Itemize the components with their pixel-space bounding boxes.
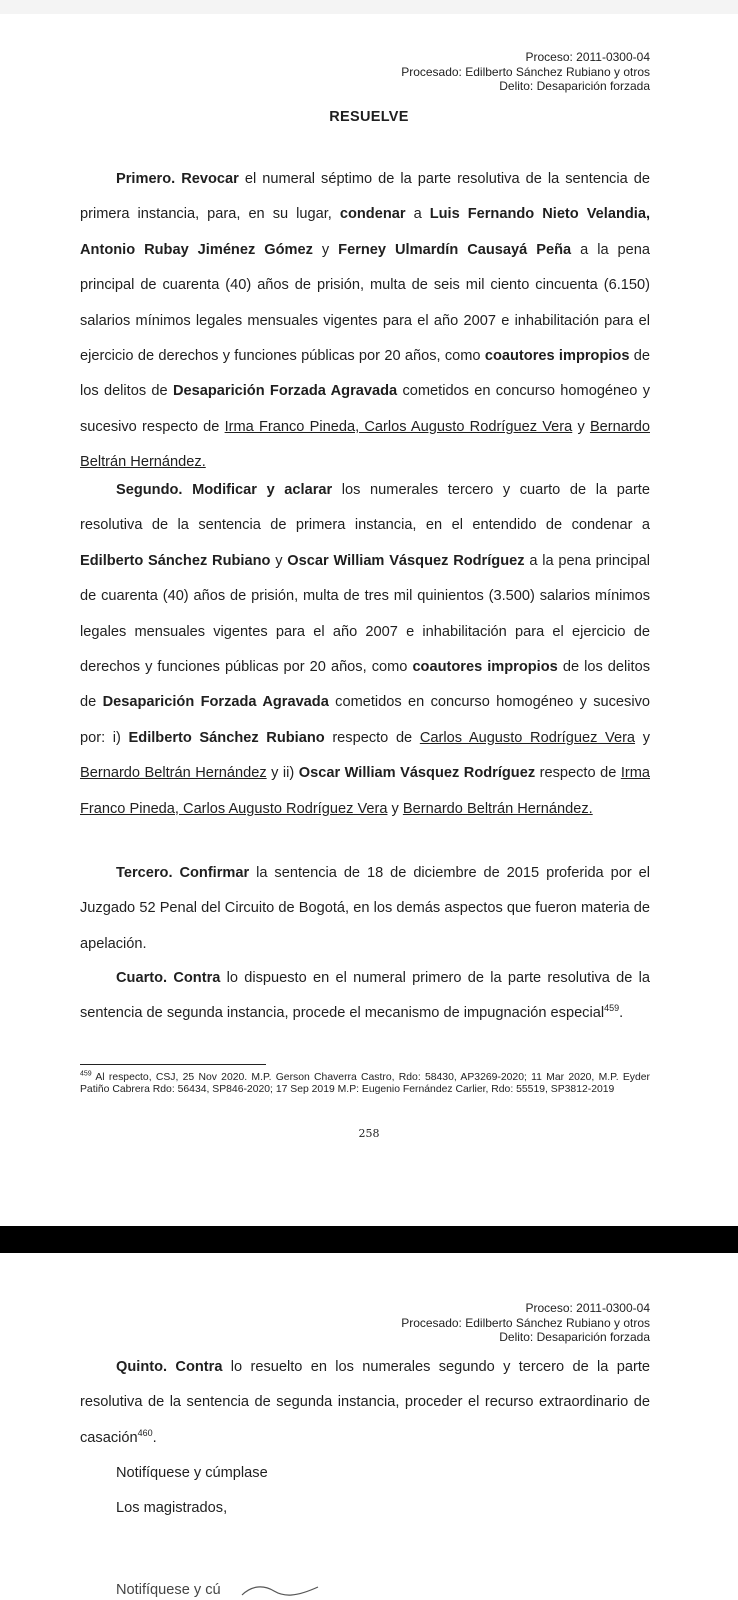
header-proceso-2: Proceso: 2011-0300-04 xyxy=(525,1301,650,1315)
segundo-text-2: y xyxy=(270,552,288,569)
quinto-text-2: . xyxy=(152,1429,157,1446)
document-page-259 xyxy=(0,1253,738,1600)
primero-names-1: Luis Fernando Nieto Velandia, Antonio Rubay Jiménez Gómez xyxy=(80,206,650,258)
primero-text-2: a xyxy=(405,206,430,223)
segundo-label: Segundo. xyxy=(116,482,183,498)
primero-text-3: y xyxy=(312,241,339,258)
quinto-text-1: lo resuelto en los numerales segundo y tercero de la parte resolutiva de la sentencia de segunda instancia, proceder el recurso extraordinario de casación xyxy=(80,1359,650,1446)
primero-text-4: a la pena principal de cuarenta (40) años de prisión, multa de seis mil ciento cincuenta (6.150) salarios mínimos legales mensuales vigentes para el año 2007 e inhabilitación para el ejercicio de derechos y funciones públicas por 20 años, como xyxy=(80,241,651,365)
footnote-text: Al respecto, CSJ, 25 Nov 2020. M.P. Gerson Chaverra Castro, Rdo: 58430, AP3269-2020; 11 Mar 2020, M.P. Eyder Patiño Cabrera Rdo: 56434, SP846-2020; 17 Sep 2019 M.P: Eugenio Fernández Carlier, Rdo: 55519, SP3812-2019 xyxy=(80,1072,650,1096)
segundo-text-9: respecto de xyxy=(535,765,621,782)
tercero-label: Tercero. xyxy=(116,865,173,881)
footnote-ref-459[interactable]: 459 xyxy=(604,1003,620,1014)
paragraph-tercero xyxy=(80,856,650,962)
quinto-label: Quinto. xyxy=(116,1359,168,1375)
segundo-coautores: coautores impropios xyxy=(412,659,558,676)
page-separator xyxy=(0,1226,738,1253)
cuarto-text-2: . xyxy=(619,1005,624,1022)
segundo-victims-2: Bernardo Beltrán Hernández xyxy=(80,765,267,782)
primero-victims-2: Bernardo Beltrán Hernández. xyxy=(80,418,650,471)
closing-notifiquese: Notifíquese y cúmplase xyxy=(116,1465,268,1481)
segundo-name-1: Edilberto Sánchez Rubiano xyxy=(80,552,271,569)
segundo-text-6: respecto de xyxy=(324,729,420,746)
primero-victims-1: Irma Franco Pineda, Carlos Augusto Rodríguez Vera xyxy=(224,418,573,435)
segundo-text-3: a la pena principal de cuarenta (40) años de prisión, multa de tres mil quinientos (3.500) salarios mínimos legales mensuales vigentes para el año 2007 e inhabilitación para el ejercicio de derechos y funciones públicas por 20 años, como xyxy=(80,552,650,676)
segundo-victims-4: Bernardo Beltrán Hernández. xyxy=(402,800,593,817)
paragraph-cuarto xyxy=(80,961,650,1032)
header-procesado-2: Procesado: Edilberto Sánchez Rubiano y otros xyxy=(401,1315,650,1330)
segundo-text-4: de los delitos de xyxy=(80,659,650,711)
cuarto-label: Cuarto. xyxy=(116,970,168,986)
closing-magistrados: Los magistrados, xyxy=(116,1500,228,1516)
footnote-divider xyxy=(80,1064,266,1065)
window-top-strip xyxy=(0,0,738,14)
header-procesado: Procesado: Edilberto Sánchez Rubiano y otros xyxy=(401,64,650,79)
page-header xyxy=(401,50,650,94)
primero-text-7: y xyxy=(572,418,590,435)
cuarto-text-1: lo dispuesto en el numeral primero de la parte resolutiva de la sentencia de segunda instancia, procede el mecanismo de impugnación especial xyxy=(80,970,650,1022)
segundo-text-1: los numerales tercero y cuarto de la parte resolutiva de la sentencia de primera instancia, en el entendido de condenar a xyxy=(80,482,650,534)
quinto-verb: Contra xyxy=(175,1359,223,1375)
primero-verb: Revocar xyxy=(181,171,239,187)
segundo-text-10: y xyxy=(387,800,403,817)
segundo-victims-3: Irma Franco Pineda, Carlos Augusto Rodríguez Vera xyxy=(80,765,650,817)
primero-condenar: condenar xyxy=(339,206,406,223)
segundo-name-3: Edilberto Sánchez Rubiano xyxy=(128,729,325,746)
signature-scribble xyxy=(240,1583,320,1597)
primero-text-1: el numeral séptimo de la parte resolutiva de la sentencia de primera instancia, para, en su lugar, xyxy=(80,171,650,223)
cuarto-verb: Contra xyxy=(173,970,221,986)
footnote-ref-460[interactable]: 460 xyxy=(137,1427,153,1438)
header-proceso: Proceso: 2011-0300-04 xyxy=(525,50,650,64)
signature-partial-text: Notifíquese y cú xyxy=(116,1582,221,1598)
primero-text-6: cometidos en concurso homogéneo y sucesivo respecto de xyxy=(80,383,650,435)
footnote-459 xyxy=(80,1072,650,1096)
segundo-text-8: y ii) xyxy=(266,765,299,782)
segundo-victims-1: Carlos Augusto Rodríguez Vera xyxy=(419,729,636,746)
tercero-text-1: la sentencia de 18 de diciembre de 2015 proferida por el Juzgado 52 Penal del Circuito de Bogotá, en los demás aspectos que fueron materia de apelación. xyxy=(80,865,650,952)
primero-names-2: Ferney Ulmardín Causayá Peña xyxy=(338,241,572,258)
paragraph-quinto xyxy=(80,1350,650,1456)
primero-delito: Desaparición Forzada Agravada xyxy=(172,383,398,400)
segundo-verb: Modificar y aclarar xyxy=(192,482,333,498)
page-header-2 xyxy=(401,1301,650,1345)
segundo-name-4: Oscar William Vásquez Rodríguez xyxy=(298,765,536,782)
segundo-delito: Desaparición Forzada Agravada xyxy=(102,694,329,711)
section-title: RESUELVE xyxy=(329,109,409,125)
paragraph-segundo xyxy=(80,473,650,827)
primero-coautores: coautores impropios xyxy=(484,348,630,365)
document-page-258 xyxy=(0,14,738,1226)
segundo-text-7: y xyxy=(635,729,650,746)
tercero-verb: Confirmar xyxy=(179,865,250,881)
footnote-number: 459 xyxy=(80,1070,92,1078)
primero-text-5: de los delitos de xyxy=(80,348,650,400)
page-number: 258 xyxy=(358,1127,380,1140)
header-delito: Delito: Desaparición forzada xyxy=(499,79,650,93)
paragraph-primero xyxy=(80,162,650,481)
primero-label: Primero. xyxy=(116,171,176,187)
header-delito-2: Delito: Desaparición forzada xyxy=(499,1330,650,1344)
segundo-text-5: cometidos en concurso homogéneo y sucesivo por: i) xyxy=(80,694,651,746)
segundo-name-2: Oscar William Vásquez Rodríguez xyxy=(287,552,525,569)
